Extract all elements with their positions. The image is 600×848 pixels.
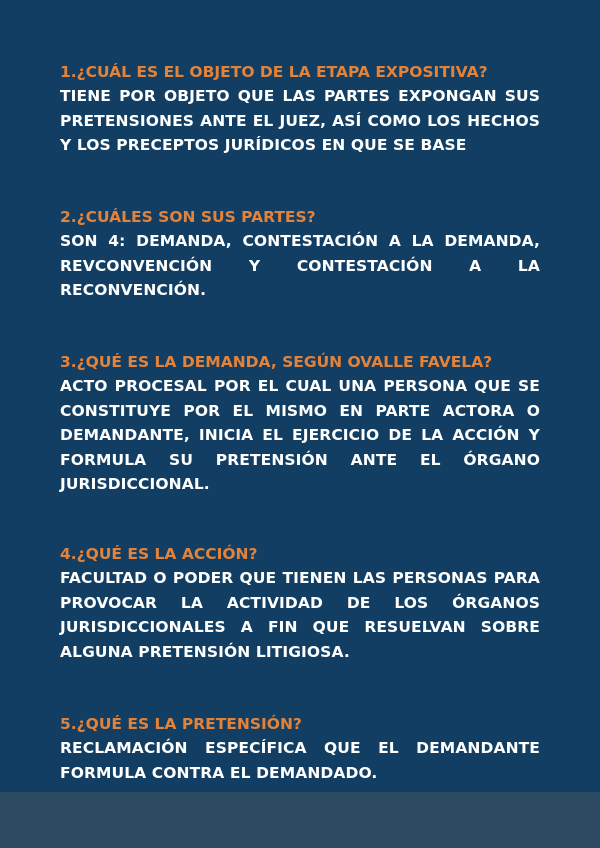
answer-5: RECLAMACIÓN ESPECÍFICA QUE EL DEMANDANTE FORMULA CONTRA EL DEMANDADO. — [60, 739, 540, 782]
qa-block-2 — [60, 205, 540, 303]
qa-block-5 — [60, 712, 540, 785]
answer-1: TIENE POR OBJETO QUE LAS PARTES EXPONGAN SUS PRETENSIONES ANTE EL JUEZ, ASÍ COMO LOS HECHOS Y LOS PRECEPTOS JURÍDICOS EN QUE SE BASE — [60, 87, 540, 154]
question-4: 4.¿QUÉ ES LA ACCIÓN? — [60, 545, 258, 563]
answer-4: FACULTAD O PODER QUE TIENEN LAS PERSONAS PARA PROVOCAR LA ACTIVIDAD DE LOS ÓRGANOS JURISDICCIONALES A FIN QUE RESUELVAN SOBRE ALGUNA PRETENSIÓN LITIGIOSA. — [60, 569, 540, 661]
qa-block-3 — [60, 350, 540, 497]
answer-2: SON 4: DEMANDA, CONTESTACIÓN A LA DEMANDA, REVCONVENCIÓN Y CONTESTACIÓN A LA RECONVENCIÓN. — [60, 232, 540, 299]
footer-band — [0, 792, 600, 848]
question-5: 5.¿QUÉ ES LA PRETENSIÓN? — [60, 715, 302, 733]
answer-3: ACTO PROCESAL POR EL CUAL UNA PERSONA QUE SE CONSTITUYE POR EL MISMO EN PARTE ACTORA O DEMANDANTE, INICIA EL EJERCICIO DE LA ACCIÓN Y FORMULA SU PRETENSIÓN ANTE EL ÓRGANO JURISDICCIONAL. — [60, 377, 540, 493]
qa-block-1 — [60, 60, 540, 158]
question-2: 2.¿CUÁLES SON SUS PARTES? — [60, 208, 316, 226]
qa-block-4 — [60, 542, 540, 664]
question-3: 3.¿QUÉ ES LA DEMANDA, SEGÚN OVALLE FAVELA? — [60, 353, 493, 371]
question-1: 1.¿CUÁL ES EL OBJETO DE LA ETAPA EXPOSITIVA? — [60, 63, 488, 81]
